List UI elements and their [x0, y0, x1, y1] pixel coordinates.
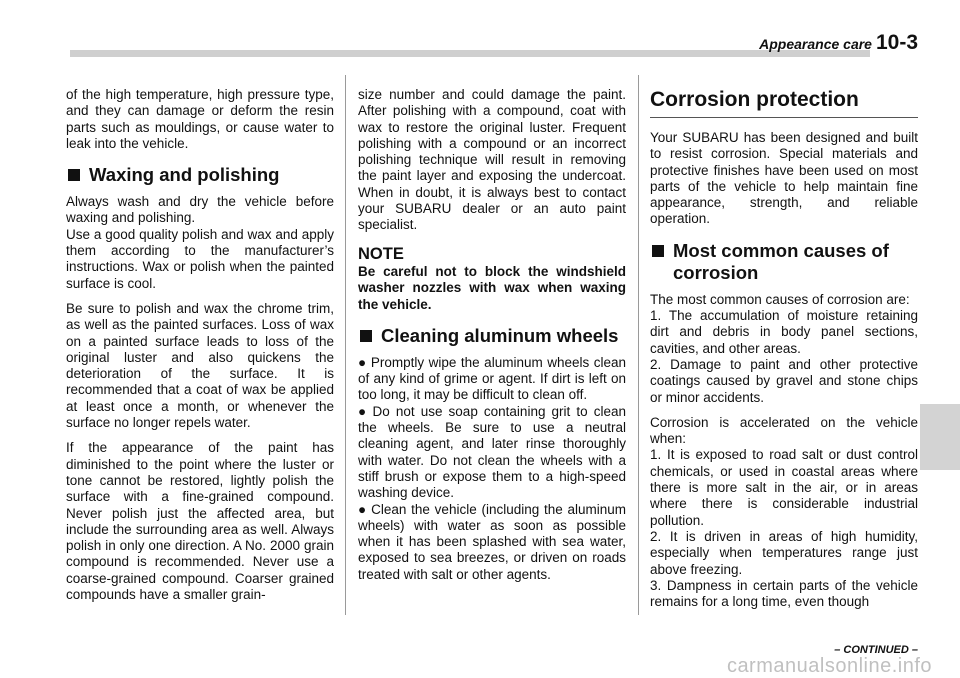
note-title: NOTE [358, 244, 404, 263]
paragraph: Be sure to polish and wax the chrome trim, as well as the painted surfaces. Loss of wax on a painted surface leads to loss of the original luster and also quickens the deterioration of the surface. It is recommended that a coat of wax be applied at least once a month, or whenever the surface no longer repels water. [66, 300, 334, 431]
column-2 [358, 87, 626, 583]
heading-causes [650, 240, 918, 284]
heading-waxing [66, 164, 334, 186]
list-item-text: Promptly wipe the aluminum wheels clean of any kind of grime or agent. If dirt is left on too long, it may be difficult to clean off. [358, 354, 626, 403]
list-item-text: Clean the vehicle (including the aluminum wheels) with water as soon as possible when it has been splashed with sea water, exposed to sea breezes, or driven on roads treated with salt or other agents. [358, 501, 627, 582]
paragraph: Corrosion is accelerated on the vehicle when: [650, 414, 918, 447]
paragraph: Use a good quality polish and wax and apply them according to the manufacturer’s instructions. Wax or polish when the painted surface is cool. [66, 226, 334, 291]
note-text: Be careful not to block the windshield washer nozzles with wax when waxing the vehicle. [358, 263, 626, 312]
list-item: 2. It is driven in areas of high humidity, especially when temperatures range just above freezing. [650, 528, 918, 577]
bullet-dot-icon: ● [358, 403, 369, 419]
list-item [358, 355, 626, 404]
chapter-thumb-tab [920, 404, 960, 470]
heading-text: Cleaning aluminum wheels [381, 324, 619, 346]
list-item: 3. Dampness in certain parts of the vehicle remains for a long time, even though [650, 577, 918, 610]
column-divider-1 [345, 75, 346, 615]
paragraph: of the high temperature, high pressure type, and they can damage or deform the resin parts such as mouldings, or cause water to leak into the vehicle. [66, 87, 334, 151]
list-item-text: Do not use soap containing grit to clean the wheels. Be sure to use a neutral cleaning agent, and later rinse thoroughly with water. Do not clean the wheels with a stiff brush or expose them to a high-speed washing device. [358, 403, 627, 501]
paragraph: If the appearance of the paint has diminished to the point where the luster or tone cannot be restored, lightly polish the surface with a fine-grained compound. Never polish just the affected area, but include the surrounding area as well. Always polish in only one direction. A No. 2000 grain compound is recommended. Never use a coarse-grained compound. Coarser grained compounds have a smaller grain- [66, 440, 334, 603]
heading-text: Most common causes of corrosion [673, 239, 889, 283]
square-bullet-icon [652, 245, 664, 257]
paragraph: Always wash and dry the vehicle before waxing and polishing. [66, 194, 334, 226]
heading-wheels [358, 325, 626, 347]
paragraph: size number and could damage the paint. After polishing with a compound, coat with wax to restore the original luster. Frequent polishing with a compound or an incorrect polishing technique will result in removing the paint layer and exposing the undercoat. When in doubt, it is always best to contact your SUBARU dealer or an auto paint specialist. [358, 87, 626, 233]
bullet-dot-icon: ● [358, 354, 367, 370]
watermark: carmanualsonline.info [726, 655, 932, 677]
square-bullet-icon [68, 169, 80, 181]
list-item: 2. Damage to paint and other protective coatings caused by gravel and stone chips or minor accidents. [650, 356, 918, 405]
continued-label: – CONTINUED – [834, 644, 918, 656]
column-divider-2 [638, 75, 639, 615]
bullet-dot-icon: ● [358, 501, 368, 517]
running-header [759, 31, 918, 55]
list-item [358, 502, 626, 583]
header-bar [70, 50, 870, 57]
header-section-title: Appearance care [759, 36, 872, 52]
paragraph: Your SUBARU has been designed and built to resist corrosion. Special materials and protective finishes have been used on most parts of the vehicle to help maintain fine appearance, strength, and reliable operation. [650, 130, 918, 227]
list-item: 1. The accumulation of moisture retaining dirt and debris in body panel sections, cavities, and other areas. [650, 308, 918, 356]
paragraph: The most common causes of corrosion are: [650, 291, 910, 307]
section-heading-corrosion: Corrosion protection [650, 87, 918, 118]
list-item [358, 404, 626, 502]
column-1 [66, 87, 334, 612]
list-item: 1. It is exposed to road salt or dust control chemicals, or used in coastal areas where there is more salt in the air, or in areas where there is considerable industrial pollution. [650, 447, 918, 528]
square-bullet-icon [360, 330, 372, 342]
column-3 [650, 87, 918, 610]
page-number: 10-3 [875, 31, 918, 54]
heading-text: Waxing and polishing [89, 164, 280, 186]
